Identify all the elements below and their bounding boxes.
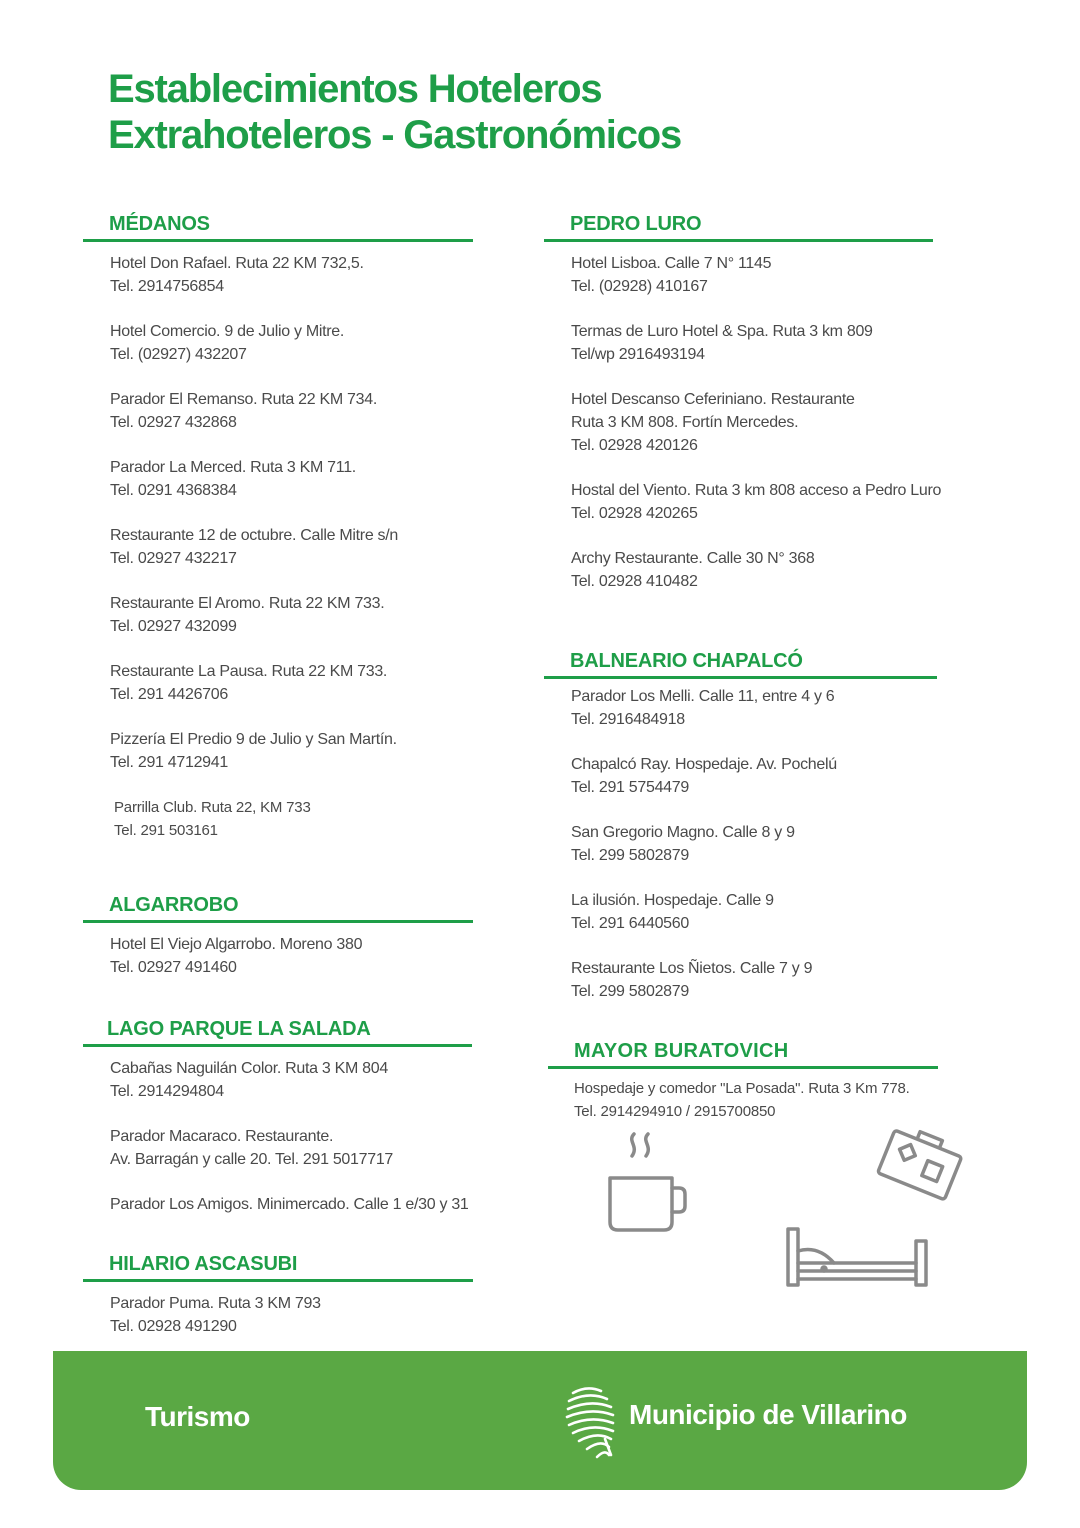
section-balneario-chapalco — [544, 646, 937, 1025]
list-item: Termas de Luro Hotel & Spa. Ruta 3 km 809 Tel/wp 2916493194 — [571, 323, 873, 363]
list-item: Hotel Lisboa. Calle 7 N° 1145 Tel. (02928) 410167 — [571, 255, 772, 295]
list-item: Hotel Don Rafael. Ruta 22 KM 732,5. Tel. 2914756854 — [110, 255, 364, 295]
section-lago-parque-la-salada — [83, 1014, 472, 1238]
section-heading: MAYOR BURATOVICH — [548, 1036, 938, 1069]
list-item: Parrilla Club. Ruta 22, KM 733 Tel. 291 503161 — [114, 799, 311, 839]
suitcase-icon — [870, 1124, 970, 1204]
list-item: Pizzería El Predio 9 de Julio y San Martín. Tel. 291 4712941 — [110, 731, 397, 771]
list-item: Hotel Comercio. 9 de Julio y Mitre. Tel. (02927) 432207 — [110, 323, 345, 363]
list-item: Archy Restaurante. Calle 30 N° 368 Tel. 02928 410482 — [571, 550, 815, 590]
coffee-cup-icon — [605, 1130, 689, 1234]
title-line-2: Extrahoteleros - Gastronómicos — [108, 113, 682, 157]
section-algarrobo — [83, 890, 473, 1001]
list-item: Hostal del Viento. Ruta 3 km 808 acceso a Pedro Luro Tel. 02928 420265 — [571, 482, 942, 522]
list-item: Parador Los Amigos. Minimercado. Calle 1 e/30 y 31 — [110, 1196, 469, 1213]
section-pedro-luro — [544, 209, 942, 615]
list-item: Parador El Remanso. Ruta 22 KM 734. Tel. 02927 432868 — [110, 391, 377, 431]
list-item: San Gregorio Magno. Calle 8 y 9 Tel. 299 5802879 — [571, 824, 795, 864]
footer-municipality-label: Municipio de Villarino — [629, 1399, 907, 1430]
section-heading: PEDRO LURO — [544, 209, 933, 242]
list-item: Cabañas Naguilán Color. Ruta 3 KM 804 Tel. 2914294804 — [110, 1060, 388, 1100]
section-hilario-ascasubi — [83, 1249, 473, 1360]
list-item: Parador Macaraco. Restaurante. Av. Barragán y calle 20. Tel. 291 5017717 — [110, 1128, 394, 1168]
section-heading: HILARIO ASCASUBI — [83, 1249, 473, 1282]
list-item: Parador Puma. Ruta 3 KM 793 Tel. 02928 491290 — [110, 1295, 321, 1335]
section-heading: ALGARROBO — [83, 890, 473, 923]
list-item: Restaurante La Pausa. Ruta 22 KM 733. Tel. 291 4426706 — [110, 663, 388, 703]
footer-tourism-label: Turismo — [145, 1401, 250, 1432]
list-item: Hotel El Viejo Algarrobo. Moreno 380 Tel. 02927 491460 — [110, 936, 363, 976]
section-heading: BALNEARIO CHAPALCÓ — [544, 646, 937, 679]
villarino-logo-icon — [565, 1383, 625, 1463]
bed-icon — [784, 1225, 930, 1289]
list-item: La ilusión. Hospedaje. Calle 9 Tel. 291 6440560 — [571, 892, 774, 932]
list-item: Restaurante 12 de octubre. Calle Mitre s/n Tel. 02927 432217 — [110, 527, 399, 567]
list-item: Hospedaje y comedor "La Posada". Ruta 3 Km 778. Tel. 2914294910 / 2915700850 — [574, 1080, 910, 1120]
list-item: Restaurante Los Ñietos. Calle 7 y 9 Tel. 299 5802879 — [571, 960, 813, 1000]
list-item: Hotel Descanso Ceferiniano. Restaurante Ruta 3 KM 808. Fortín Mercedes. Tel. 02928 420126 — [571, 391, 855, 454]
list-item: Parador La Merced. Ruta 3 KM 711. Tel. 0291 4368384 — [110, 459, 356, 499]
list-item: Chapalcó Ray. Hospedaje. Av. Pochelú Tel. 291 5754479 — [571, 756, 837, 796]
footer-banner — [53, 1351, 1027, 1490]
section-medanos — [83, 209, 473, 864]
list-item: Parador Los Melli. Calle 11, entre 4 y 6 Tel. 2916484918 — [571, 688, 835, 728]
section-heading: MÉDANOS — [83, 209, 473, 242]
list-item: Restaurante El Aromo. Ruta 22 KM 733. Tel. 02927 432099 — [110, 595, 385, 635]
title-line-1: Establecimientos Hoteleros — [108, 67, 602, 111]
page-title — [108, 66, 681, 158]
section-heading: LAGO PARQUE LA SALADA — [83, 1014, 472, 1047]
